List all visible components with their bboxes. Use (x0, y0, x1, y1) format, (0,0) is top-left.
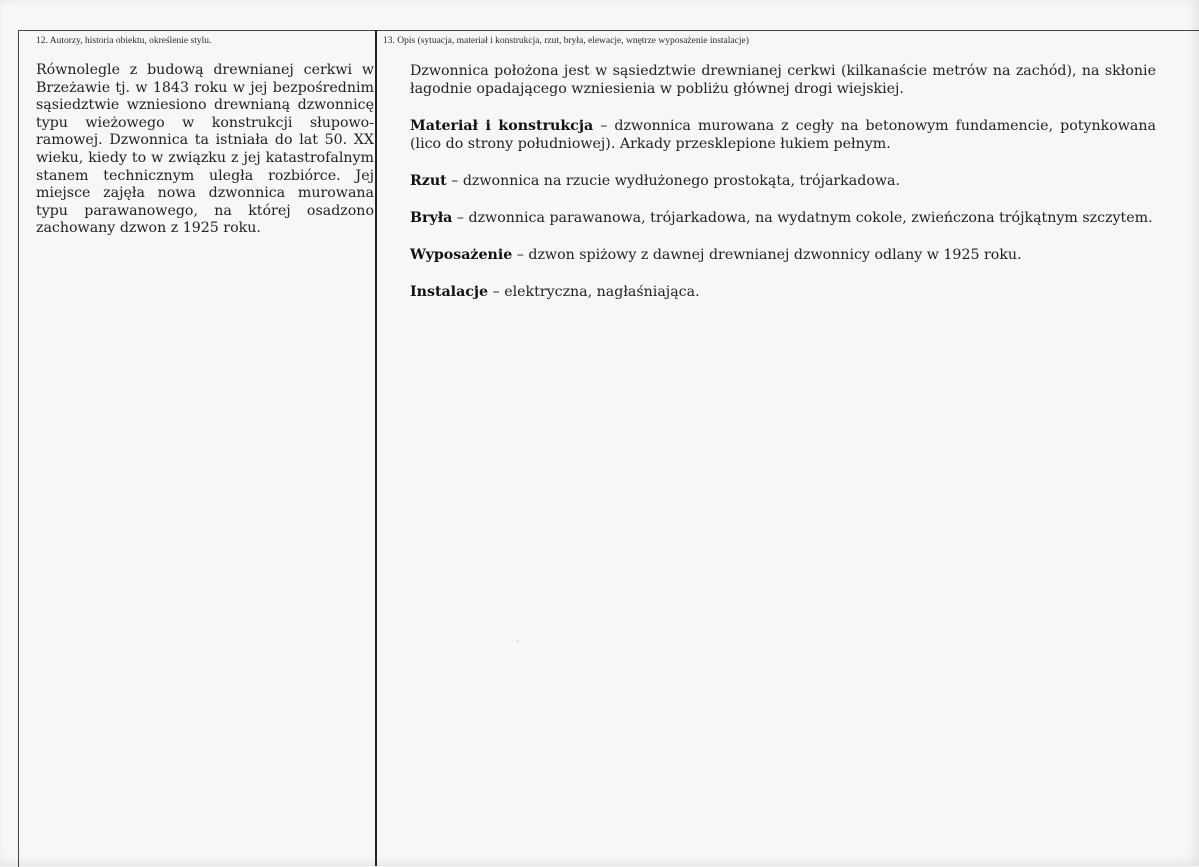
equipment-label: Wyposażenie (410, 247, 513, 263)
material-label: Materiał i konstrukcja (410, 118, 594, 134)
description-paragraph-location: Dzwonnica położona jest w sąsiedztwie drewnianej cerkwi (kilkanaście metrów na zachód), na skłonie łagodnie opadającego wzniesienia w pobliżu głównej drogi wiejskiej. (410, 63, 1156, 97)
column-divider (375, 30, 377, 866)
right-column-heading: 13. Opis (sytuacja, materiał i konstrukcja, rzut, bryła, elewacje, wnętrze wyposażenie instalacje) (383, 36, 749, 46)
history-text: Równolegle z budową drewnianej cerkwi w Brzeżawie tj. w 1843 roku w jej bezpośrednim sąsiedztwie wzniesiono drewnianą dzwonnicę typu wieżowego w konstrukcji słupowo-ramowej. Dzwonnica ta istniała do lat 50. XX wieku, kiedy to w związku z jej katastrofalnym stanem technicznym uległa rozbiórce. Jej miejsce zajęła nowa dzwonnica murowana typu parawanowego, na której osadzono zachowany dzwon z 1925 roku. (36, 62, 374, 237)
installations-label: Instalacje (410, 284, 489, 300)
description-paragraph-plan: Rzut – dzwonnica na rzucie wydłużonego prostokąta, trójarkadowa. (410, 173, 900, 189)
left-column-heading: 12. Autorzy, historia obiektu, określenie stylu. (36, 36, 212, 46)
description-paragraph-form: Bryła – dzwonnica parawanowa, trójarkadowa, na wydatnym cokole, zwieńczona trójkątnym szczytem. (410, 210, 1153, 226)
description-paragraph-material: Materiał i konstrukcja – dzwonnica murowana z cegły na betonowym fundamencie, potynkowana (lico do strony południowej). Arkady przesklepione łukiem pełnym. (410, 118, 1156, 152)
plan-label: Rzut (410, 173, 447, 189)
form-label: Bryła (410, 210, 453, 226)
pencil-mark: ˏ (516, 633, 519, 643)
description-section (410, 62, 1156, 320)
description-paragraph-equipment: Wyposażenie – dzwon spiżowy z dawnej drewnianej dzwonnicy odlany w 1925 roku. (410, 247, 1022, 263)
description-paragraph-installations: Instalacje – elektryczna, nagłaśniająca. (410, 284, 700, 300)
